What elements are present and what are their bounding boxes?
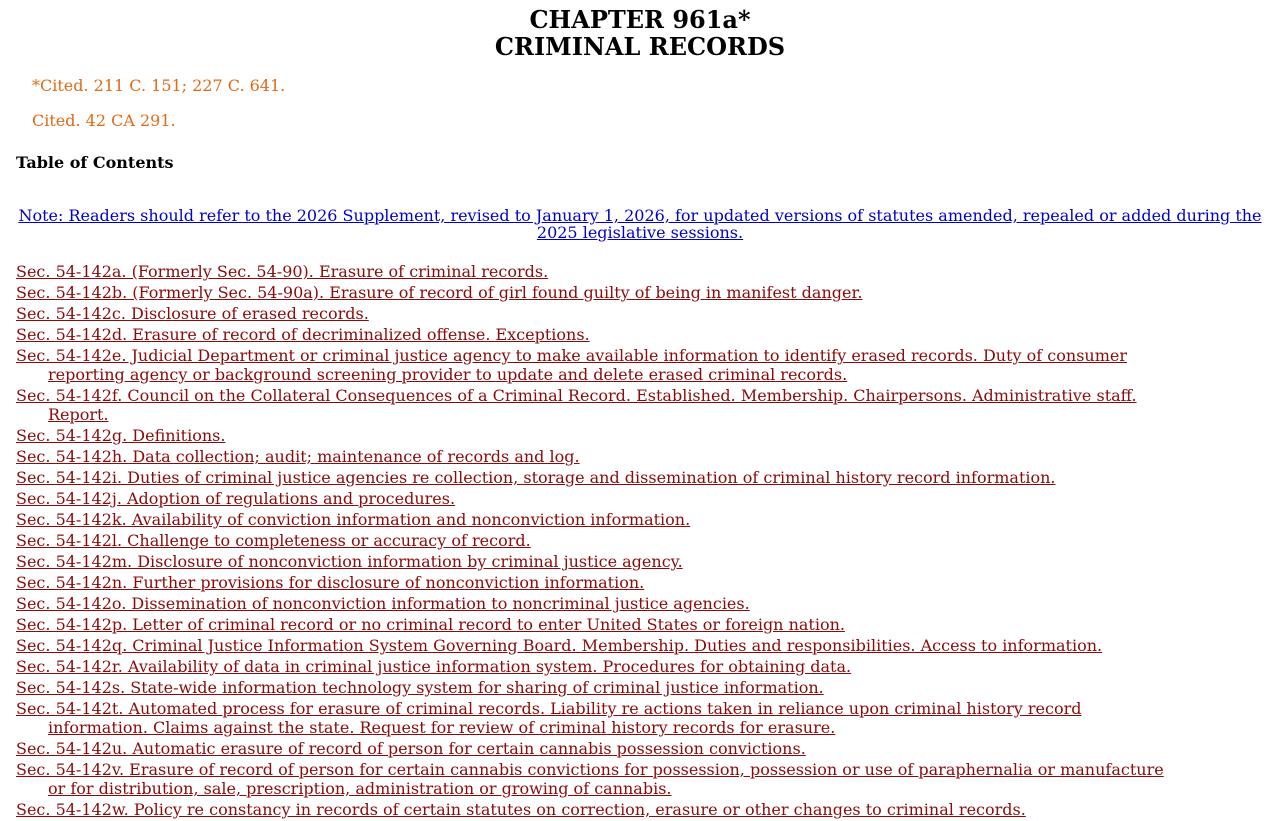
chapter-title: [0, 6, 1280, 60]
section-link[interactable]: Sec. 54-142m. Disclosure of nonconviction information by criminal justice agency.: [16, 552, 683, 571]
list-item: [16, 760, 1176, 798]
section-link[interactable]: Sec. 54-142f. Council on the Collateral Consequences of a Criminal Record. Established. Membership. Chairpersons. Administrative staff. Report.: [16, 386, 1137, 424]
list-item: [16, 636, 1176, 655]
list-item: [16, 386, 1176, 424]
section-link[interactable]: Sec. 54-142i. Duties of criminal justice agencies re collection, storage and dissemination of criminal history record information.: [16, 468, 1056, 487]
section-link[interactable]: Sec. 54-142t. Automated process for erasure of criminal records. Liability re actions taken in reliance upon criminal history record information. Claims against the state. Request for review of criminal history records for erasure.: [16, 699, 1082, 737]
section-list: [16, 262, 1176, 821]
section-link[interactable]: Sec. 54-142r. Availability of data in criminal justice information system. Procedures for obtaining data.: [16, 657, 852, 676]
list-item: [16, 346, 1176, 384]
section-link[interactable]: Sec. 54-142c. Disclosure of erased records.: [16, 304, 369, 323]
list-item: [16, 489, 1176, 508]
list-item: [16, 615, 1176, 634]
section-link[interactable]: Sec. 54-142p. Letter of criminal record or no criminal record to enter United States or foreign nation.: [16, 615, 845, 634]
citation-note: Cited. 42 CA 291.: [32, 111, 176, 130]
list-item: [16, 262, 1176, 281]
section-link[interactable]: Sec. 54-142a. (Formerly Sec. 54-90). Erasure of criminal records.: [16, 262, 549, 281]
section-link[interactable]: Sec. 54-142s. State-wide information technology system for sharing of criminal justice information.: [16, 678, 824, 697]
list-item: [16, 573, 1176, 592]
section-link[interactable]: Sec. 54-142k. Availability of conviction information and nonconviction information.: [16, 510, 691, 529]
section-link[interactable]: Sec. 54-142h. Data collection; audit; maintenance of records and log.: [16, 447, 580, 466]
list-item: [16, 739, 1176, 758]
section-link[interactable]: Sec. 54-142l. Challenge to completeness or accuracy of record.: [16, 531, 531, 550]
list-item: [16, 678, 1176, 697]
chapter-number: CHAPTER 961a*: [529, 5, 751, 34]
section-link[interactable]: Sec. 54-142u. Automatic erasure of record of person for certain cannabis possession convictions.: [16, 739, 806, 758]
section-link[interactable]: Sec. 54-142w. Policy re constancy in records of certain statutes on correction, erasure or other changes to criminal records.: [16, 800, 1026, 819]
supplement-note-link[interactable]: Note: Readers should refer to the 2026 Supplement, revised to January 1, 2026, for updated versions of statutes amended, repealed or added during the 2025 legislative sessions.: [18, 206, 1262, 242]
list-item: [16, 800, 1176, 819]
list-item: [16, 594, 1176, 613]
section-link[interactable]: Sec. 54-142j. Adoption of regulations and procedures.: [16, 489, 456, 508]
section-link[interactable]: Sec. 54-142o. Dissemination of nonconviction information to noncriminal justice agencies.: [16, 594, 750, 613]
table-of-contents-heading: Table of Contents: [16, 153, 174, 172]
list-item: [16, 531, 1176, 550]
list-item: [16, 426, 1176, 445]
citation-note: *Cited. 211 C. 151; 227 C. 641.: [32, 76, 286, 95]
section-link[interactable]: Sec. 54-142g. Definitions.: [16, 426, 226, 445]
list-item: [16, 304, 1176, 323]
section-link[interactable]: Sec. 54-142b. (Formerly Sec. 54-90a). Erasure of record of girl found guilty of being in manifest danger.: [16, 283, 863, 302]
list-item: [16, 552, 1176, 571]
list-item: [16, 657, 1176, 676]
list-item: [16, 283, 1176, 302]
list-item: [16, 325, 1176, 344]
section-link[interactable]: Sec. 54-142n. Further provisions for disclosure of nonconviction information.: [16, 573, 645, 592]
list-item: [16, 468, 1176, 487]
list-item: [16, 447, 1176, 466]
section-link[interactable]: Sec. 54-142q. Criminal Justice Information System Governing Board. Membership. Duties and responsibilities. Access to information.: [16, 636, 1103, 655]
chapter-subject: CRIMINAL RECORDS: [494, 32, 786, 61]
section-link[interactable]: Sec. 54-142v. Erasure of record of person for certain cannabis convictions for possession, possession or use of paraphernalia or manufacture or for distribution, sale, prescription, administration or growing of cannabis.: [16, 760, 1164, 798]
list-item: [16, 510, 1176, 529]
section-link[interactable]: Sec. 54-142e. Judicial Department or criminal justice agency to make available information to identify erased records. Duty of consumer reporting agency or background screening provider to update and delete erased criminal records.: [16, 346, 1128, 384]
list-item: [16, 699, 1176, 737]
section-link[interactable]: Sec. 54-142d. Erasure of record of decriminalized offense. Exceptions.: [16, 325, 590, 344]
